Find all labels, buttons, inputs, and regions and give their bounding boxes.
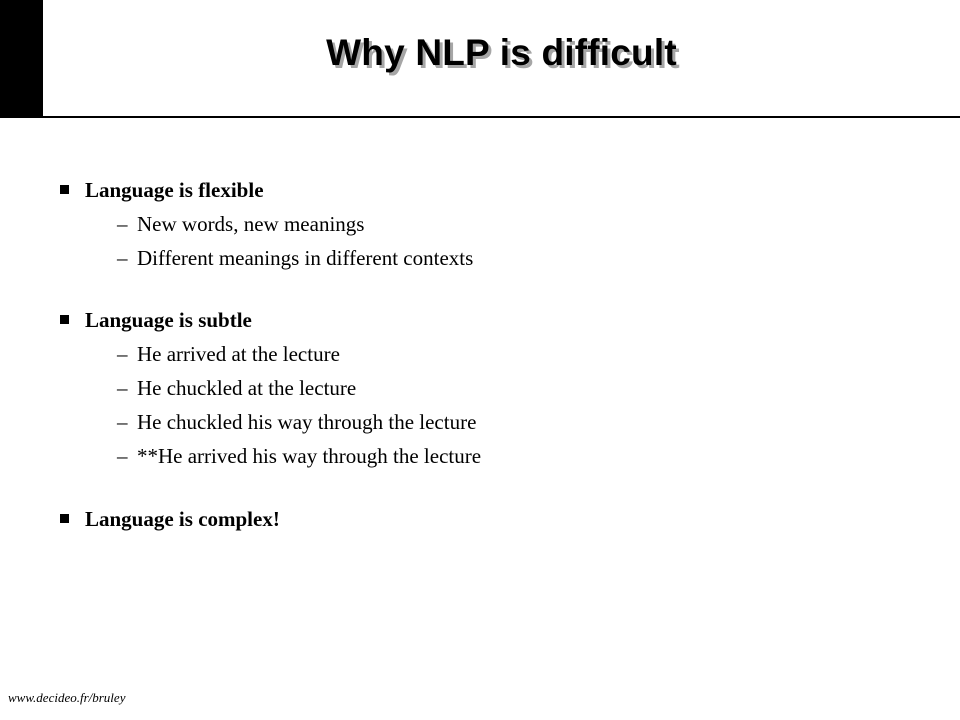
sub-item-text: He arrived at the lecture	[137, 342, 340, 366]
square-bullet-icon	[60, 315, 69, 324]
dash-bullet-icon: –	[117, 212, 128, 236]
bullet-text: Language is flexible	[85, 178, 264, 202]
sub-item-text: He chuckled his way through the lecture	[137, 410, 477, 434]
slide-title: Why NLP is difficult	[326, 32, 677, 73]
dash-bullet-icon: –	[117, 342, 128, 366]
bullet-text: Language is complex!	[85, 507, 280, 531]
corner-accent-block	[0, 0, 43, 118]
dash-bullet-icon: –	[117, 410, 128, 434]
square-bullet-icon	[60, 185, 69, 194]
dash-bullet-icon: –	[117, 246, 128, 270]
sub-item-text: He chuckled at the lecture	[137, 376, 357, 400]
sub-item-text: New words, new meanings	[137, 212, 365, 236]
footer-url: www.decideo.fr/bruley	[8, 690, 126, 705]
dash-bullet-icon: –	[117, 376, 128, 400]
title-divider	[43, 116, 960, 118]
bullet-text: Language is subtle	[85, 308, 252, 332]
sub-item-text: Different meanings in different contexts	[137, 246, 474, 270]
sub-item-text: **He arrived his way through the lecture	[137, 444, 482, 468]
dash-bullet-icon: –	[117, 444, 128, 468]
square-bullet-icon	[60, 514, 69, 523]
